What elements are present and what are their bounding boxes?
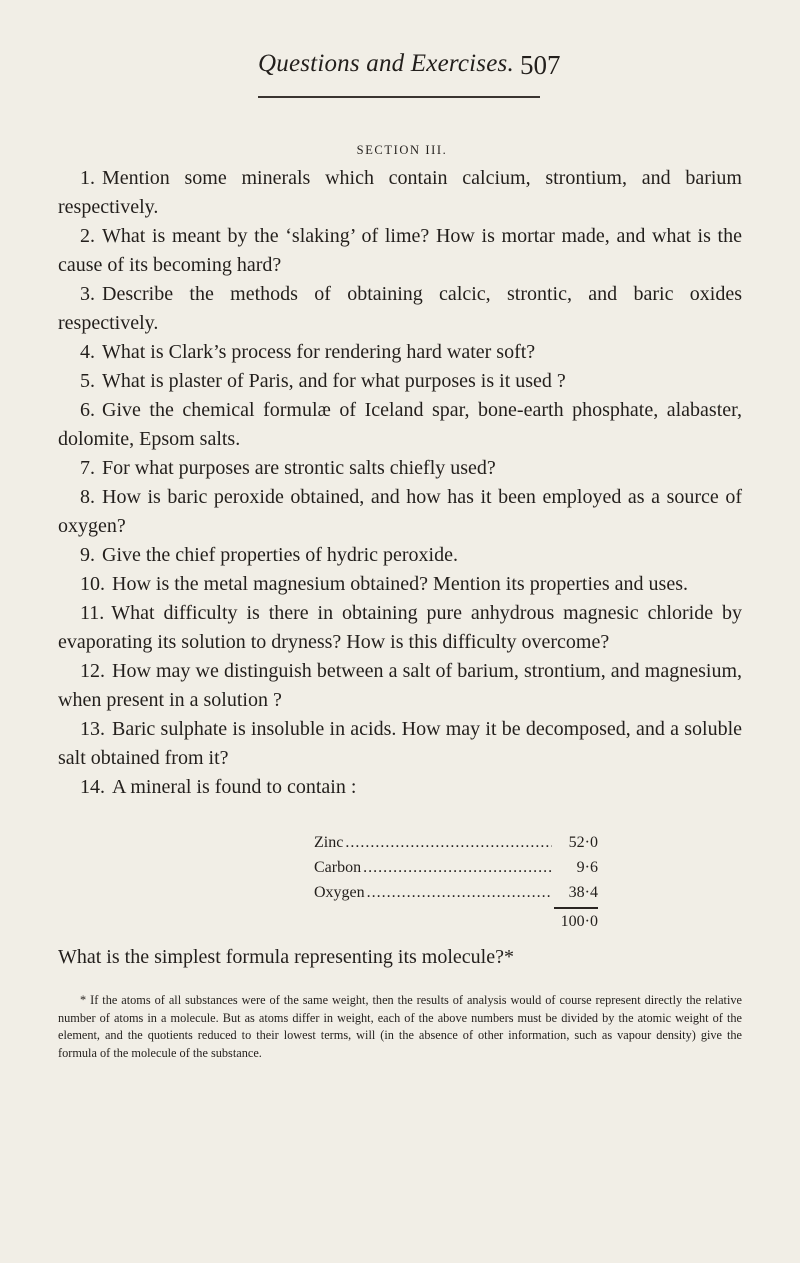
- total-value: 100·0: [560, 912, 598, 930]
- question-number: 3.: [80, 283, 95, 305]
- question-item: [58, 657, 742, 715]
- question-number: 8.: [80, 486, 95, 508]
- question-item: [58, 367, 742, 396]
- running-head: [258, 50, 561, 98]
- question-text: How may we distinguish between a salt of barium, strontium, and magnesium, when present in a solution ?: [58, 660, 742, 711]
- element-value: 52·0: [568, 834, 598, 851]
- question-text: Give the chief properties of hydric peroxide.: [102, 544, 458, 566]
- question-text: How is baric peroxide obtained, and how has it been employed as a source of oxygen?: [58, 486, 742, 537]
- question-item: [58, 715, 742, 773]
- question-text: What is meant by the ‘slaking’ of lime? How is mortar made, and what is the cause of its becoming hard?: [58, 225, 742, 276]
- question-number: 5.: [80, 370, 95, 392]
- page-number: 507: [520, 50, 561, 80]
- mineral-composition-table: [314, 830, 598, 935]
- question-item: [58, 541, 742, 570]
- question-text: Mention some minerals which contain calcium, strontium, and barium respectively.: [58, 167, 742, 218]
- question-item: [58, 338, 742, 367]
- question-item: [58, 454, 742, 483]
- element-value: 9·6: [576, 859, 598, 876]
- question-number: 1.: [80, 167, 95, 189]
- header-rule: [258, 96, 540, 98]
- question-item: [58, 396, 742, 454]
- table-row: [314, 855, 598, 880]
- dot-leader: [367, 880, 552, 905]
- running-title: Questions and Exercises.: [258, 50, 514, 77]
- question-text: How is the metal magnesium obtained? Mention its properties and uses.: [112, 573, 688, 595]
- question-list: [58, 164, 742, 802]
- question-text: For what purposes are strontic salts chiefly used?: [102, 457, 496, 479]
- question-item: [58, 222, 742, 280]
- question-number: 13.: [80, 718, 105, 740]
- question-number: 11.: [80, 602, 105, 624]
- question-number: 7.: [80, 457, 95, 479]
- element-value: 38·4: [568, 884, 598, 901]
- dot-leader: [363, 855, 552, 880]
- question-item: [58, 773, 742, 802]
- question-text: Give the chemical formulæ of Iceland spar, bone-earth phosphate, alabaster, dolomite, Epsom salts.: [58, 399, 742, 450]
- question-text: Describe the methods of obtaining calcic, strontic, and baric oxides respectively.: [58, 283, 742, 334]
- question-number: 9.: [80, 544, 95, 566]
- question-text: Baric sulphate is insoluble in acids. How may it be decomposed, and a soluble salt obtained from it?: [58, 718, 742, 769]
- question-number: 6.: [80, 399, 95, 421]
- element-name: Oxygen: [314, 884, 365, 901]
- dot-leader: [345, 830, 552, 855]
- question-item: [58, 164, 742, 222]
- question-item: [58, 483, 742, 541]
- question-number: 2.: [80, 225, 95, 247]
- footnote: [58, 992, 742, 1062]
- table-row: [314, 880, 598, 905]
- question-text: A mineral is found to contain :: [112, 776, 357, 798]
- question-item: [58, 599, 742, 657]
- question-text: What is Clark’s process for rendering hard water soft?: [102, 341, 536, 363]
- question-item: [58, 570, 742, 599]
- question-text: What difficulty is there in obtaining pure anhydrous magnesic chloride by evaporating its solution to dryness? How is this difficulty overcome?: [58, 602, 742, 653]
- question-number: 10.: [80, 573, 105, 595]
- element-name: Carbon: [314, 859, 362, 876]
- question-number: 4.: [80, 341, 95, 363]
- element-name: Zinc: [314, 834, 344, 851]
- question-item: [58, 280, 742, 338]
- section-title: SECTION III.: [356, 143, 448, 157]
- question-text: What is plaster of Paris, and for what purposes is it used ?: [102, 370, 566, 392]
- question-number: 12.: [80, 660, 105, 682]
- final-question: What is the simplest formula representing its molecule?*: [58, 946, 514, 968]
- table-row: [314, 830, 598, 855]
- footnote-text: * If the atoms of all substances were of the same weight, then the results of analysis would of course represent directly the relative number of atoms in a molecule. But as atoms differ in weight, each of the above numbers must be divided by the atomic weight of the element, and the quotients reduced to their lowest terms, will (in the absence of other information, such as vapour density) give the formula of the molecule of the substance.: [58, 993, 742, 1060]
- question-number: 14.: [80, 776, 105, 798]
